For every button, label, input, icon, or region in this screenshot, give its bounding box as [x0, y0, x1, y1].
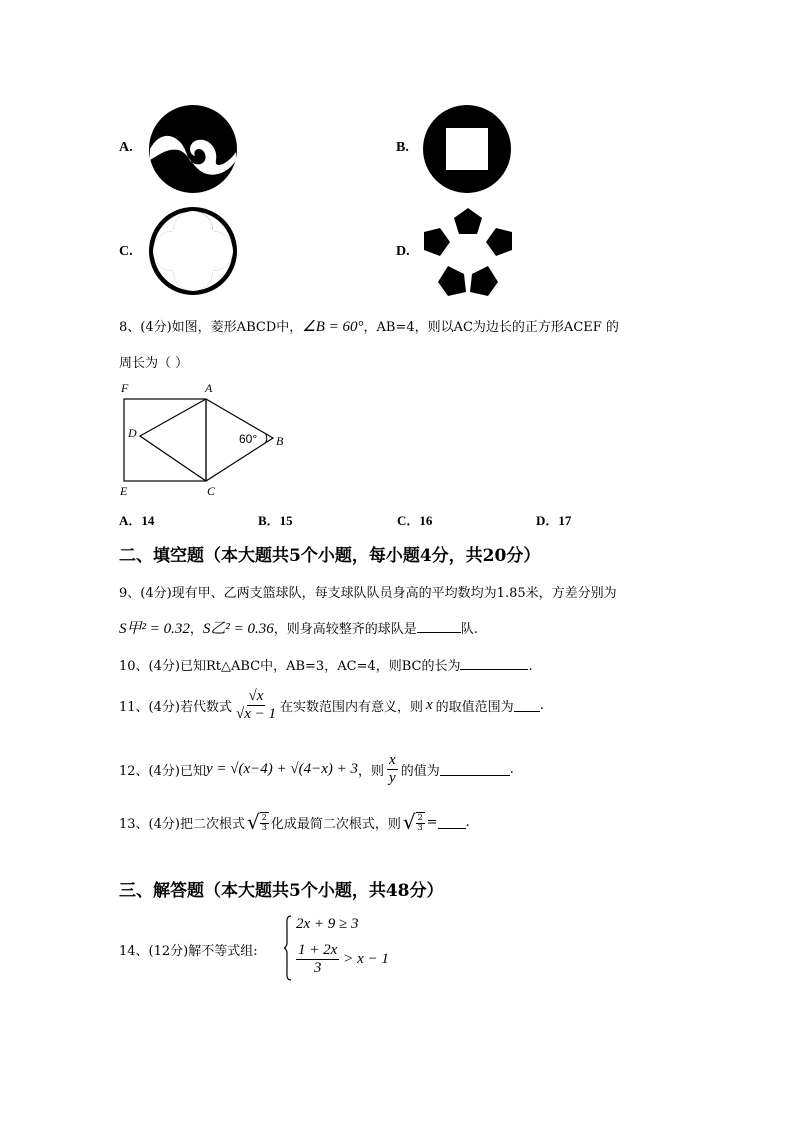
- q9-blank[interactable]: [417, 620, 461, 633]
- q8-label-a: A: [205, 381, 213, 395]
- q12-blank[interactable]: [440, 763, 510, 776]
- q9-s-yi: S乙² = 0.36: [202, 621, 274, 637]
- q12-equation: y = √(x−4) + √(4−x) + 3: [205, 760, 358, 777]
- q11-blank[interactable]: [514, 699, 540, 712]
- option-a-label: A.: [119, 140, 133, 155]
- q8-label-c: C: [207, 484, 216, 498]
- option-d-figure: [422, 206, 514, 296]
- q13-blank[interactable]: [438, 816, 466, 829]
- q8-label-d: D: [128, 426, 137, 440]
- q8-label-f: F: [121, 381, 129, 395]
- q8-rhombus-figure: [115, 380, 295, 500]
- section2-title: 二、填空题（本大题共5个小题，每小题4分，共20分）: [119, 546, 541, 566]
- option-a-figure: [148, 104, 238, 194]
- q14-brace: [283, 915, 293, 981]
- q8-choice-a: A．14: [119, 513, 155, 528]
- q12-fraction: $\frac{x}{y}$: [389, 752, 396, 786]
- q13-radical-2: √ $\frac{2}{3}$: [402, 810, 423, 834]
- q11-fraction: $\frac{√x}{√x - 1}$: [235, 688, 276, 722]
- option-c-label: C.: [119, 244, 133, 259]
- q8-label-e: E: [120, 484, 128, 498]
- q11-line: 11、(4分)若代数式 $\frac{√x}{√x - 1}$ 在实数范围内有意义，则 x 的取值范围为 .: [119, 688, 544, 722]
- option-b-figure: [422, 104, 512, 194]
- q10-blank[interactable]: [460, 657, 528, 670]
- q9-line1: 9、(4分)现有甲、乙两支篮球队，每支球队队员身高的平均数均为1.85米，方差分别为: [119, 586, 617, 601]
- q14-inequality-2: $\frac{1 + 2x}{3}$ > x − 1: [298, 942, 389, 976]
- q8-line1: 8、(4分)如图，菱形ABCD中，∠B = 60°，AB=4，则以AC为边长的正方形ACEF 的: [119, 319, 619, 335]
- q10-line: 10、(4分)已知Rt△ABC中，AB=3，AC=4，则BC的长为 .: [119, 659, 533, 674]
- q8-angle-label: 60°: [239, 432, 258, 446]
- q8-choice-d: D．17: [536, 513, 572, 528]
- q9-s-jia: S甲² = 0.32: [119, 621, 190, 637]
- q8-label-b: B: [276, 434, 284, 448]
- q14-prefix: 14、(12分)解不等式组:: [119, 944, 258, 959]
- option-b-label: B.: [396, 140, 409, 155]
- section3-title: 三、解答题（本大题共5个小题，共48分）: [119, 881, 444, 901]
- q8-angle: ∠B = 60°: [302, 319, 364, 335]
- q8-choice-c: C．16: [397, 513, 433, 528]
- q12-line: 12、(4分)已知 y = √(x−4) + √(4−x) + 3 ，则 $\frac{x}{y}$ 的值为 .: [119, 752, 514, 786]
- option-d-label: D.: [396, 244, 410, 259]
- q13-line: 13、(4分)把二次根式 √ $\frac{2}{3}$ 化成最简二次根式，则 √ $\frac{2}{3}$ = .: [119, 810, 470, 834]
- option-c-figure: [148, 206, 238, 296]
- q8-line2: 周长为（ ）: [119, 356, 189, 371]
- q9-line2: S甲² = 0.32，S乙² = 0.36，则身高较整齐的球队是 队.: [119, 621, 478, 637]
- q14-inequality-1: 2x + 9 ≥ 3: [296, 916, 359, 932]
- q13-radical-1: √ $\frac{2}{3}$: [246, 810, 267, 834]
- q8-choice-b: B．15: [258, 513, 293, 528]
